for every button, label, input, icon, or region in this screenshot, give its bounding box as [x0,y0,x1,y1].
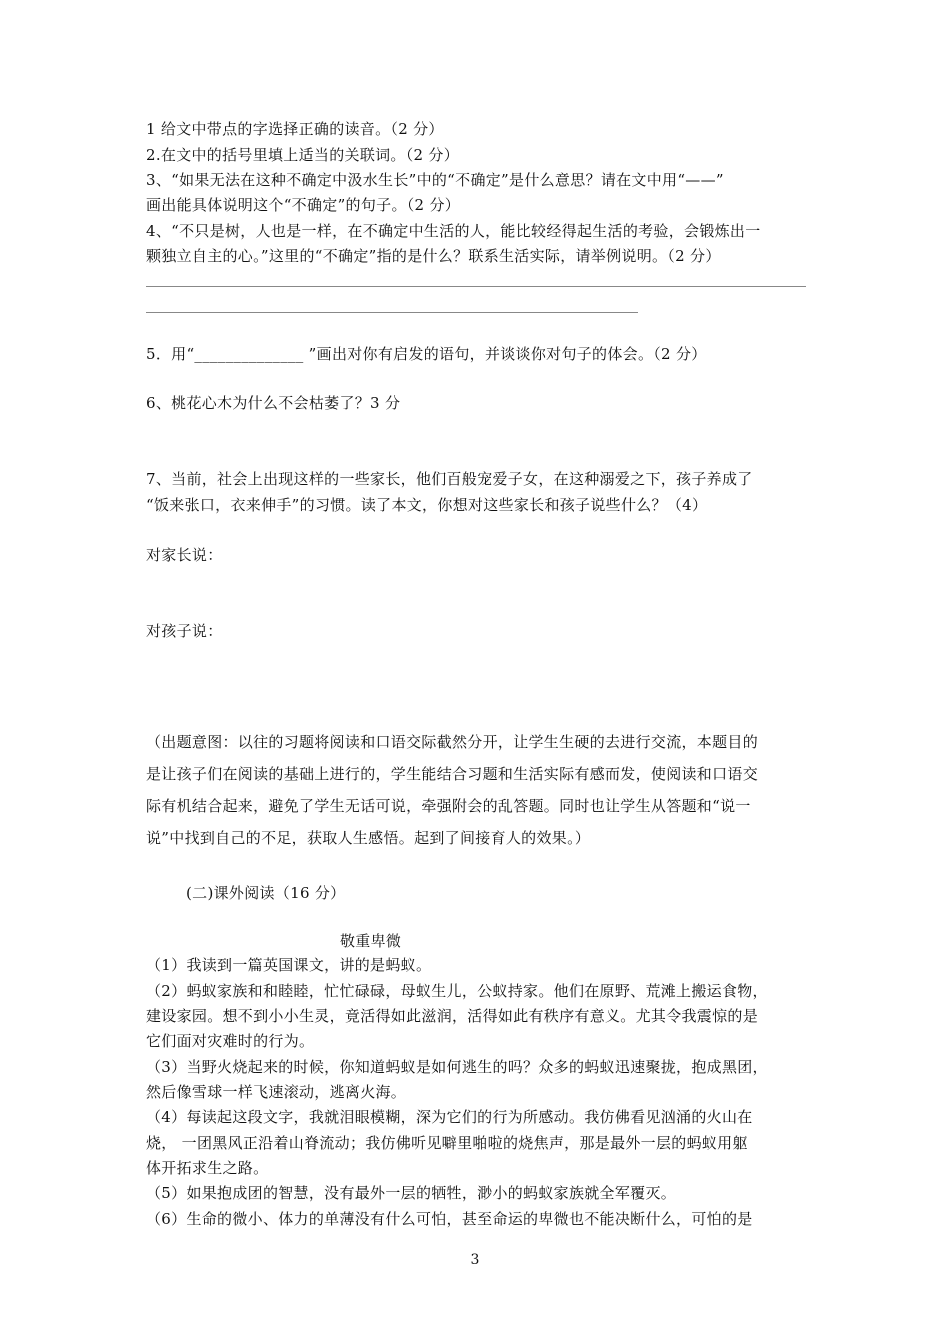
question-7-line-1: 7、当前，社会上出现这样的一些家长，他们百般宠爱子女，在这种溺爱之下，孩子养成了 [146,470,753,488]
paragraph-3-line-2: 然后像雪球一样飞速滚动，逃离火海。 [146,1083,407,1101]
to-parents-label: 对家长说： [146,546,223,564]
question-5: 5．用“______________ ”画出对你有启发的语句，并谈谈你对句子的体会。（2 分） [146,345,707,363]
intent-line-3: 际有机结合起来，避免了学生无话可说，牵强附会的乱答题。同时也让学生从答题和“说一 [146,797,751,815]
question-4-line-2: 颗独立自主的心。”这里的“不确定”指的是什么？联系生活实际，请举例说明。（2 分） [146,247,721,265]
question-6: 6、桃花心木为什么不会枯萎了？3 分 [146,394,401,412]
paragraph-1: （1）我读到一篇英国课文，讲的是蚂蚁。 [146,956,432,974]
question-3-line-1: 3、“如果无法在这种不确定中汲水生长”中的“不确定”是什么意思？请在文中用“——” [146,171,724,189]
answer-line [146,286,806,287]
intent-line-4: 说”中找到自己的不足，获取人生感悟。起到了间接育人的效果。） [146,829,591,847]
paragraph-2-line-3: 它们面对灾难时的行为。 [146,1032,315,1050]
intent-line-1: （出题意图：以往的习题将阅读和口语交际截然分开，让学生生硬的去进行交流，本题目的 [146,733,759,751]
paragraph-2-line-2: 建设家园。想不到小小生灵，竟活得如此滋润，活得如此有秩序有意义。尤其令我震惊的是 [146,1007,759,1025]
paragraph-6-line-1: （6）生命的微小、体力的单薄没有什么可怕，甚至命运的卑微也不能决断什么，可怕的是 [146,1210,753,1228]
section-heading: (二)课外阅读（16 分） [186,884,346,902]
paragraph-4-line-1: （4）每读起这段文字，我就泪眼模糊，深为它们的行为所感动。我仿佛看见汹涌的火山在 [146,1108,753,1126]
to-children-label: 对孩子说： [146,622,223,640]
intent-line-2: 是让孩子们在阅读的基础上进行的，学生能结合习题和生活实际有感而发，使阅读和口语交 [146,765,759,783]
paragraph-2-line-1: （2）蚂蚁家族和和睦睦，忙忙碌碌，母蚁生儿，公蚁持家。他们在原野、荒滩上搬运食物， [146,982,768,1000]
paragraph-5: （5）如果抱成团的智慧，没有最外一层的牺牲，渺小的蚂蚁家族就全军覆灭。 [146,1184,677,1202]
question-7-line-2: “饭来张口，衣来伸手”的习惯。读了本文，你想对这些家长和孩子说些什么？（4） [146,496,708,514]
paragraph-4-line-2: 烧， 一团黑风正沿着山脊流动；我仿佛听见噼里啪啦的烧焦声，那是最外一层的蚂蚁用躯 [146,1134,748,1152]
paragraph-3-line-1: （3）当野火烧起来的时候，你知道蚂蚁是如何逃生的吗？众多的蚂蚁迅速聚拢，抱成黑团， [146,1058,768,1076]
question-4-line-1: 4、“不只是树，人也是一样，在不确定中生活的人，能比较经得起生活的考验，会锻炼出一 [146,222,761,240]
question-1: 1 给文中带点的字选择正确的读音。（2 分） [146,120,444,138]
passage-title: 敬重卑微 [340,932,402,950]
paragraph-4-line-3: 体开拓求生之路。 [146,1159,269,1177]
page-number: 3 [470,1252,480,1268]
answer-line [146,312,638,313]
question-2: 2.在文中的括号里填上适当的关联词。（2 分） [146,146,460,164]
question-3-line-2: 画出能具体说明这个“不确定”的句子。（2 分） [146,196,461,214]
